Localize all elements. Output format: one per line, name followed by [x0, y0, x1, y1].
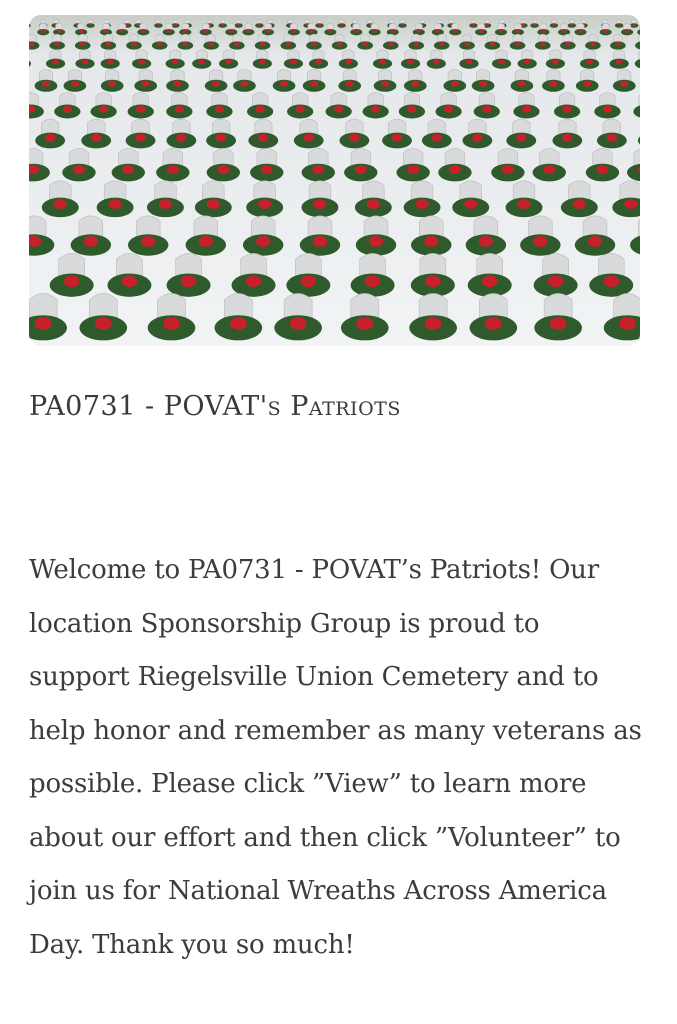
- location-title: PA0731 - POVAT's Patriots: [29, 391, 401, 422]
- location-description: Welcome to PA0731 - POVAT’s Patriots! Our location Sponsorship Group is proud to support Riegelsville Union Cemetery and to help honor and remember as many veterans as possible. Please click ”View” to learn more about our effort and then click ”Volunteer” to join us for National Wreaths Across America Day. Thank you so much!: [29, 555, 642, 960]
- cemetery-wreaths-photo: [29, 15, 640, 346]
- hero-image: [29, 15, 640, 346]
